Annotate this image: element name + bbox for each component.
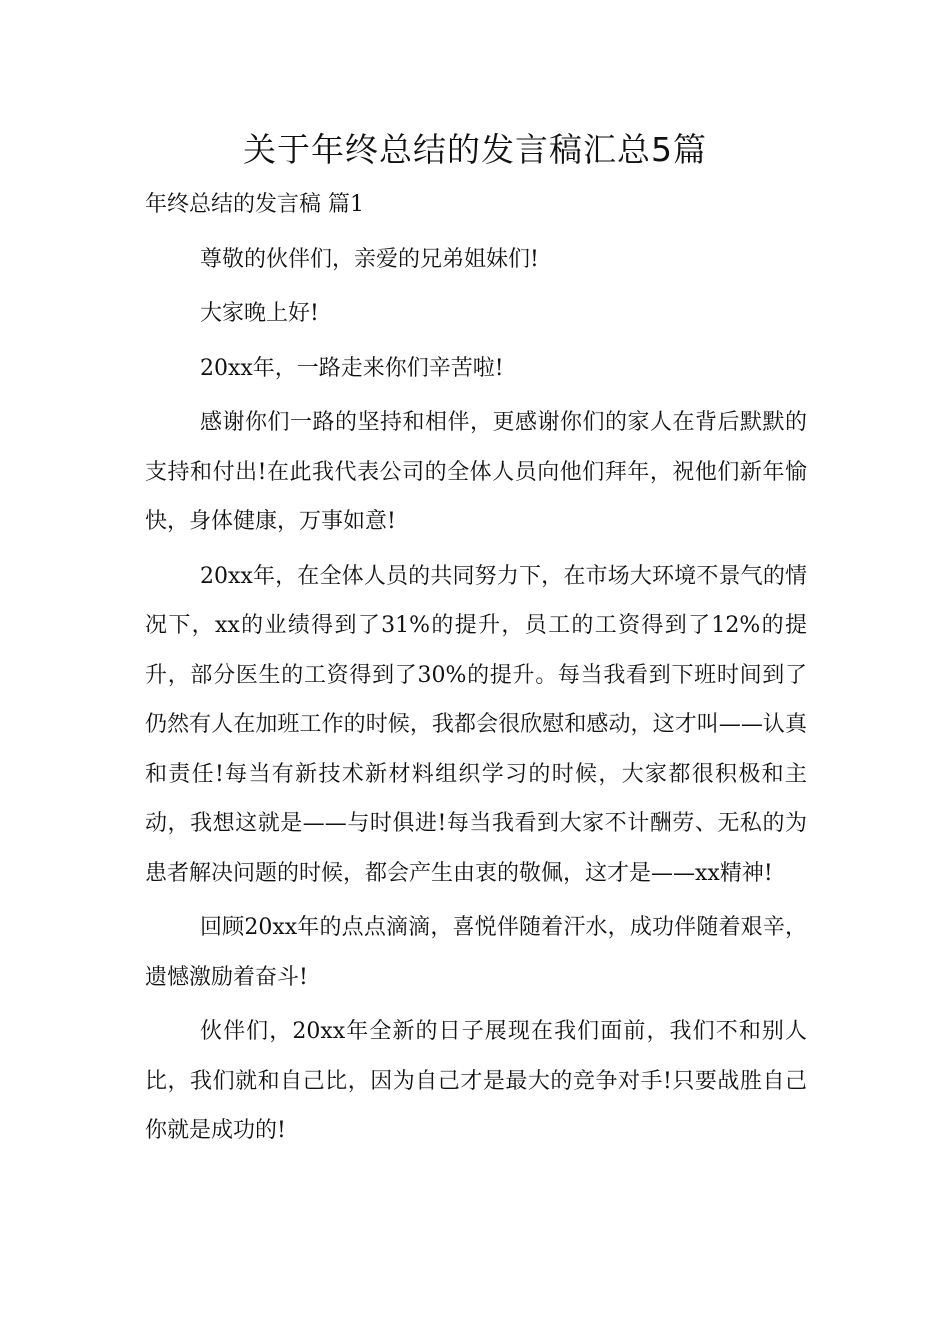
- paragraph-evening: 大家晚上好!: [200, 301, 319, 326]
- paragraph-review: 回顾20xx年的点点滴滴，喜悦伴随着汗水，成功伴随着艰辛，遗憾激励着奋斗!: [145, 915, 807, 990]
- paragraph-achievements: 20xx年，在全体人员的共同努力下，在市场大环境不景气的情况下，xx的业绩得到了31%的提升，员工的工资得到了12%的提升，部分医生的工资得到了30%的提升。每当我看到下班时间到了仍然有人在加班工作的时候，我都会很欣慰和感动，这才叫——认真和责任!每当有新技术新材料组织学习的时候，大家都很积极和主动，我想这就是——与时俱进!每当我看到大家不计酬劳、无私的为患者解决问题的时候，都会产生由衷的敬佩，这才是——xx精神!: [145, 563, 807, 886]
- document-body: [145, 180, 807, 1156]
- document-title: 关于年终总结的发言稿汇总5篇: [243, 130, 707, 169]
- paragraph-future: 伙伴们，20xx年全新的日子展现在我们面前，我们不和别人比，我们就和自己比，因为自己才是最大的竞争对手!只要战胜自己你就是成功的!: [145, 1019, 807, 1143]
- paragraph-year: 20xx年，一路走来你们辛苦啦!: [200, 355, 504, 381]
- paragraph-thanks: 感谢你们一路的坚持和相伴，更感谢你们的家人在背后默默的支持和付出!在此我代表公司的全体人员向他们拜年，祝他们新年愉快，身体健康，万事如意!: [145, 410, 807, 534]
- section-subtitle: 年终总结的发言稿 篇1: [145, 192, 364, 217]
- paragraph-greeting: 尊敬的伙伴们，亲爱的兄弟姐妹们!: [200, 246, 539, 272]
